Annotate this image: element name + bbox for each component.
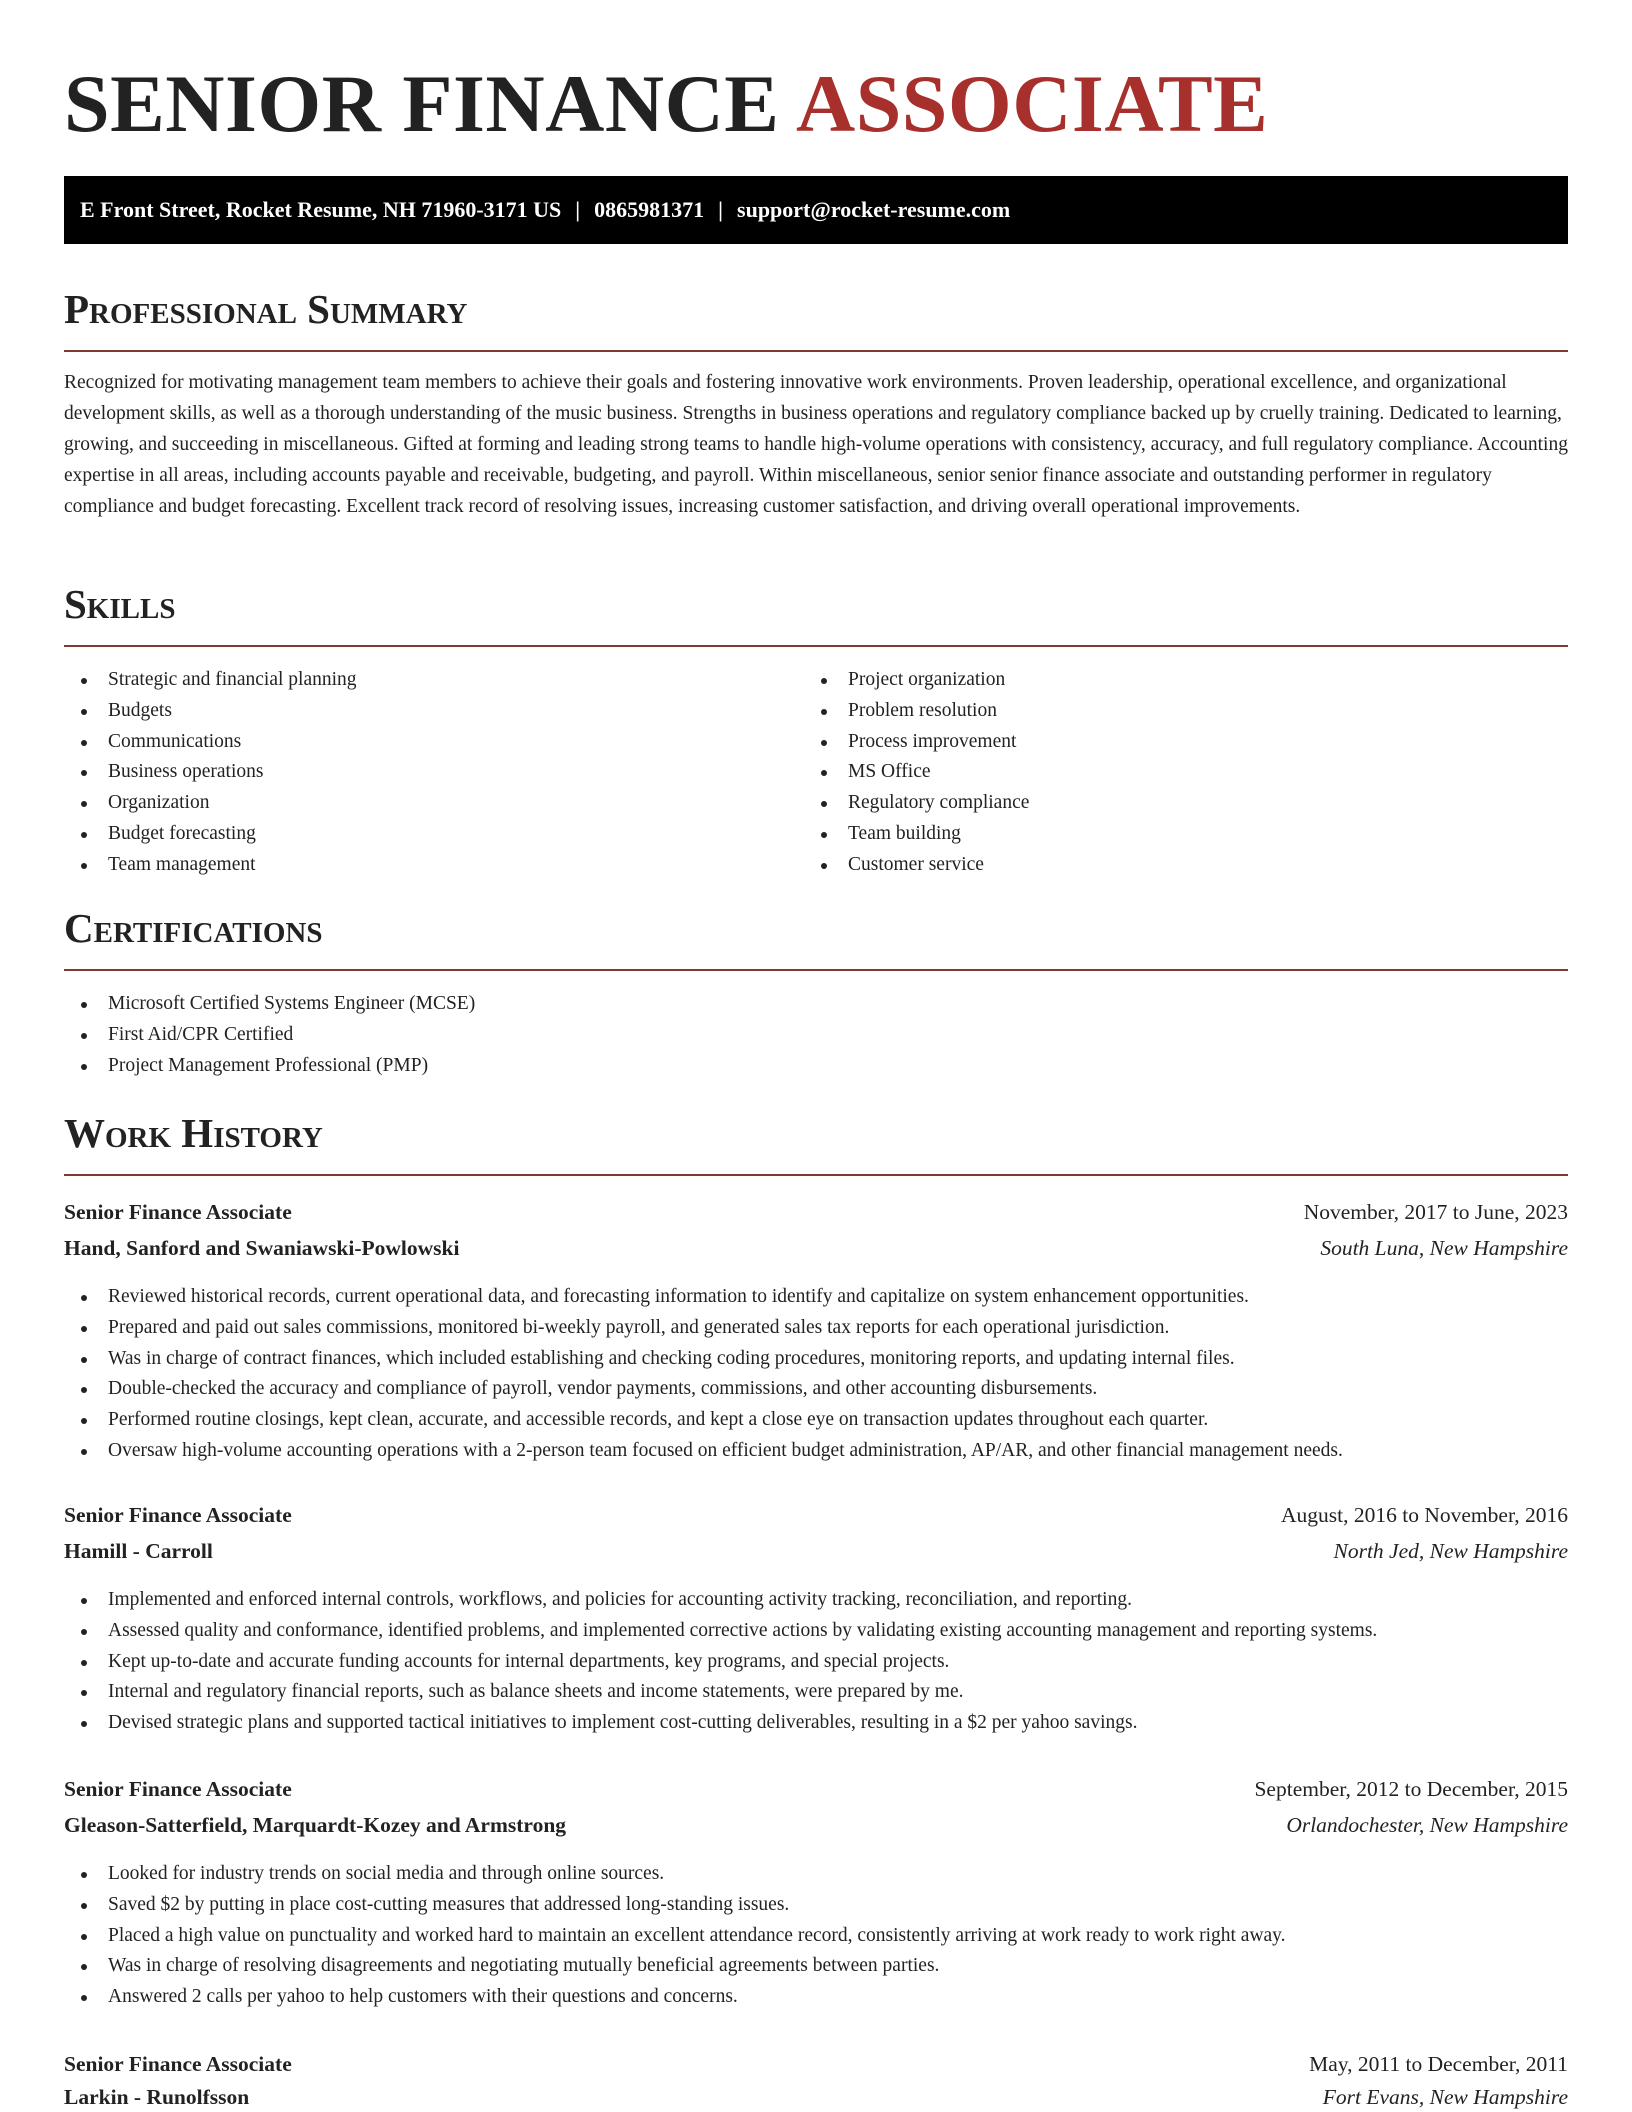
certifications-heading: Certifications [64,905,323,951]
job-bullet: Implemented and enforced internal controls, workflows, and policies for accounting activity tracking, reconciliation, and reporting. [64,1585,1377,1616]
skill-item: Process improvement [804,727,1029,758]
section-divider [64,969,1568,971]
job-bullet: Saved $2 by putting in place cost-cutting measures that addressed long-standing issues. [64,1890,1286,1921]
section-divider [64,350,1568,352]
job-dates: May, 2011 to December, 2011 [1309,2052,1568,2076]
job-bullet: Was in charge of contract finances, which included establishing and checking coding procedures, monitoring reports, and updating internal files. [64,1344,1343,1375]
skill-item: Strategic and financial planning [64,665,357,696]
job-dates: November, 2017 to June, 2023 [1303,1200,1568,1224]
skill-item: Problem resolution [804,696,1029,727]
skill-item: Organization [64,788,357,819]
skill-item: Budgets [64,696,357,727]
skill-item: Budget forecasting [64,819,357,850]
job-bullet: Answered 2 calls per yahoo to help customers with their questions and concerns. [64,1982,1286,2013]
skill-item: Business operations [64,757,357,788]
title-main: SENIOR FINANCE [64,58,780,149]
job-bullet: Performed routine closings, kept clean, accurate, and accessible records, and kept a close eye on transaction updates throughout each quarter. [64,1405,1343,1436]
job-bullet: Prepared and paid out sales commissions, monitored bi-weekly payroll, and generated sales tax reports for each operational jurisdiction. [64,1313,1343,1344]
job-location: Orlandochester, New Hampshire [1286,1813,1568,1837]
job-bullets [64,1585,1377,1739]
job-company: Hamill - Carroll [64,1539,213,1563]
contact-bar [64,176,1568,244]
job-location: Fort Evans, New Hampshire [1322,2085,1568,2109]
summary-heading: Professional Summary [64,286,468,332]
job-title: Senior Finance Associate [64,2052,292,2076]
certification-item: Project Management Professional (PMP) [64,1051,475,1082]
job-bullets [64,1859,1286,2013]
certification-item: Microsoft Certified Systems Engineer (MCSE) [64,989,475,1020]
contact-separator: | [575,197,581,222]
contact-separator: | [718,197,724,222]
skill-item: Team building [804,819,1029,850]
job-bullet: Kept up-to-date and accurate funding accounts for internal departments, key programs, and special projects. [64,1647,1377,1678]
job-title: Senior Finance Associate [64,1777,292,1801]
job-bullet: Devised strategic plans and supported tactical initiatives to implement cost-cutting deliverables, resulting in a $2 per yahoo savings. [64,1708,1377,1739]
contact-address: E Front Street, Rocket Resume, NH 71960-3171 US [80,197,562,222]
job-company: Larkin - Runolfsson [64,2085,250,2109]
job-company: Gleason-Satterfield, Marquardt-Kozey and Armstrong [64,1813,567,1837]
skill-item: Communications [64,727,357,758]
skill-item: Customer service [804,850,1029,881]
skill-item: Regulatory compliance [804,788,1029,819]
contact-email: support@rocket-resume.com [737,197,1011,222]
job-title: Senior Finance Associate [64,1200,292,1224]
resume-title [64,56,1268,152]
certifications-list [64,989,475,1081]
contact-phone: 0865981371 [594,197,705,222]
job-bullets [64,1282,1343,1467]
skills-list-right [804,665,1029,881]
skills-heading: Skills [64,581,176,627]
job-bullet: Oversaw high-volume accounting operations with a 2-person team focused on efficient budget administration, AP/AR, and other financial management needs. [64,1436,1343,1467]
skill-item: Team management [64,850,357,881]
section-divider [64,1174,1568,1176]
job-location: North Jed, New Hampshire [1333,1539,1568,1563]
job-bullet: Assessed quality and conformance, identified problems, and implemented corrective actions by validating existing accounting management and reporting systems. [64,1616,1377,1647]
job-company: Hand, Sanford and Swaniawski-Powlowski [64,1236,460,1260]
job-bullet: Looked for industry trends on social media and through online sources. [64,1859,1286,1890]
job-bullet: Double-checked the accuracy and compliance of payroll, vendor payments, commissions, and other accounting disbursements. [64,1374,1343,1405]
skill-item: MS Office [804,757,1029,788]
job-title: Senior Finance Associate [64,1503,292,1527]
work-history-heading: Work History [64,1110,323,1156]
summary-text: Recognized for motivating management team members to achieve their goals and fostering innovative work environments. Proven leadership, operational excellence, and organizational development skills, as well as a thorough understanding of the music business. Strengths in business operations and regulatory compliance backed up by cruelly training. Dedicated to learning, growing, and succeeding in miscellaneous. Gifted at forming and leading strong teams to handle high-volume operations with consistency, accuracy, and full regulatory compliance. Accounting expertise in all areas, including accounts payable and receivable, budgeting, and payroll. Within miscellaneous, senior senior finance associate and outstanding performer in regulatory compliance and budget forecasting. Excellent track record of resolving issues, increasing customer satisfaction, and driving overall operational improvements. [64,372,1568,517]
certification-item: First Aid/CPR Certified [64,1020,475,1051]
job-dates: August, 2016 to November, 2016 [1281,1503,1568,1527]
job-bullet: Reviewed historical records, current operational data, and forecasting information to identify and capitalize on system enhancement opportunities. [64,1282,1343,1313]
job-location: South Luna, New Hampshire [1320,1236,1568,1260]
job-bullet: Was in charge of resolving disagreements and negotiating mutually beneficial agreements between parties. [64,1951,1286,1982]
section-divider [64,645,1568,647]
skills-list-left [64,665,357,881]
skill-item: Project organization [804,665,1029,696]
title-accent: ASSOCIATE [795,58,1269,149]
job-bullet: Placed a high value on punctuality and worked hard to maintain an excellent attendance record, consistently arriving at work ready to work right away. [64,1921,1286,1952]
job-bullet: Internal and regulatory financial reports, such as balance sheets and income statements, were prepared by me. [64,1677,1377,1708]
job-dates: September, 2012 to December, 2015 [1254,1777,1568,1801]
